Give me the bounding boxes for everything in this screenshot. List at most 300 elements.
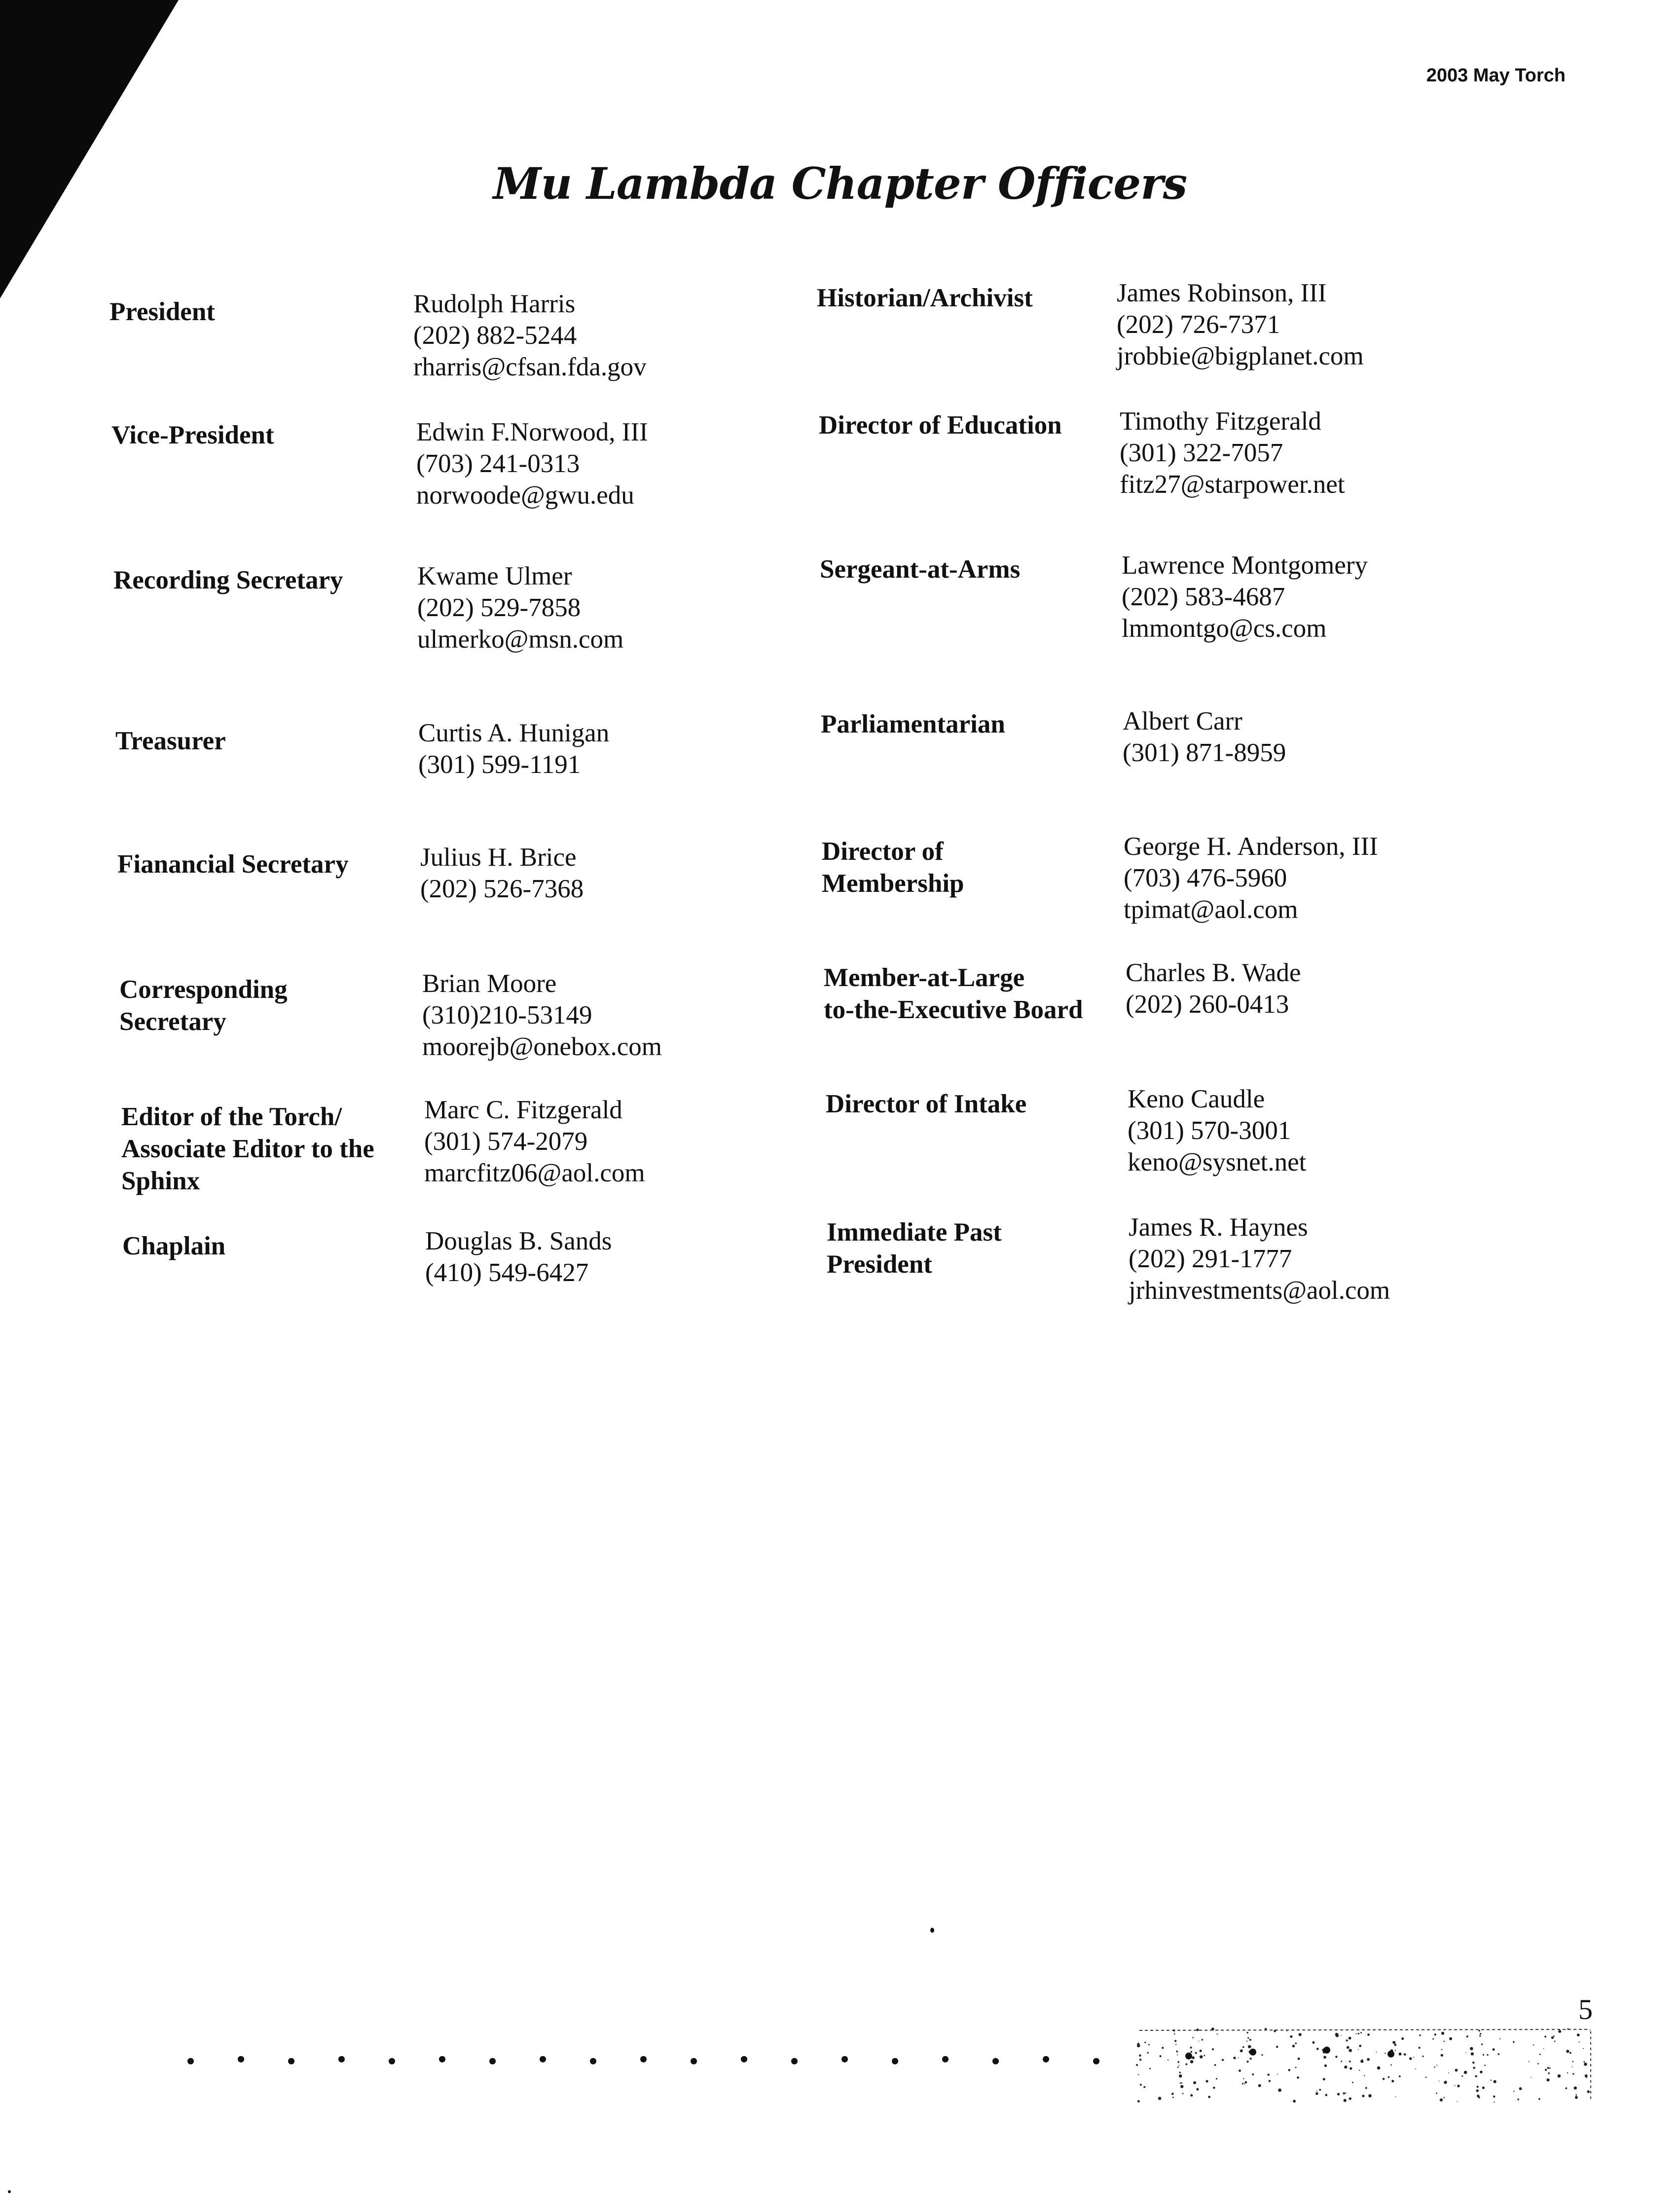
- footer-dot: [942, 2056, 949, 2062]
- speckle-dot: [1566, 2050, 1569, 2053]
- speckle-dot: [1137, 2100, 1140, 2102]
- footer-dot: [590, 2058, 596, 2064]
- officer-details: [1120, 405, 1345, 500]
- speckle-dot: [1377, 2066, 1381, 2070]
- speckle-dot: [1494, 2102, 1495, 2103]
- officer-name: Keno Caudle: [1128, 1085, 1265, 1113]
- speckle-dot: [1211, 2027, 1214, 2030]
- speckle-dot: [1185, 2063, 1187, 2065]
- speckle-dot: [1545, 2069, 1547, 2071]
- officer-email: norwoode@gwu.edu: [416, 481, 634, 510]
- speckle-dot: [1567, 2028, 1569, 2030]
- officer-details: [425, 1225, 612, 1288]
- footer-dot: [489, 2058, 496, 2064]
- speckle-dot: [1323, 2078, 1325, 2081]
- speckle-dot: [1335, 2033, 1339, 2036]
- speckle-dot: [1292, 2045, 1295, 2047]
- speckle-dot: [1494, 2080, 1497, 2083]
- speckle-dot: [1148, 2044, 1150, 2045]
- speckle-dot: [1190, 2051, 1192, 2053]
- speckle-dot: [1376, 2052, 1377, 2053]
- officer-name: Brian Moore: [422, 969, 557, 998]
- officer-role: President: [110, 297, 215, 326]
- footer-dot: [1093, 2058, 1099, 2064]
- speckle-dot: [1358, 2049, 1359, 2050]
- footer-dot: [841, 2056, 848, 2062]
- speckle-dot: [1341, 2060, 1342, 2062]
- speckle-dot: [1570, 2052, 1571, 2054]
- speckle-dot: [1172, 2097, 1174, 2098]
- officer-name: Edwin F.Norwood, III: [416, 418, 648, 446]
- officer-phone: (202) 726-7371: [1117, 310, 1280, 339]
- speckle-dot: [1242, 2046, 1244, 2048]
- speckle-dot: [1312, 2041, 1315, 2044]
- speckle-dot: [1249, 2049, 1256, 2056]
- officer-name: Albert Carr: [1123, 707, 1242, 735]
- officer-email: jrhinvestments@aol.com: [1129, 1276, 1390, 1305]
- speckle-dot: [1214, 2064, 1216, 2066]
- officer-phone: (301) 599-1191: [418, 750, 581, 779]
- speckle-dot: [1274, 2030, 1276, 2032]
- speckle-dot: [1243, 2078, 1244, 2079]
- officer-email: rharris@cfsan.fda.gov: [413, 353, 647, 381]
- officer-phone: (301) 570-3001: [1128, 1116, 1291, 1145]
- speckle-dot: [1177, 2067, 1179, 2068]
- officer-details: [420, 842, 584, 905]
- speckle-dot: [1477, 2094, 1479, 2097]
- officer-email: fitz27@starpower.net: [1120, 470, 1345, 499]
- speckle-dot: [1269, 2080, 1271, 2082]
- speckle-dot: [1401, 2037, 1404, 2040]
- speckle-dot: [1246, 2060, 1248, 2062]
- speckle-dot: [1404, 2053, 1406, 2056]
- speckle-dot: [1465, 2052, 1466, 2053]
- speckle-dot: [1477, 2086, 1479, 2088]
- speckle-dot: [1176, 2051, 1178, 2053]
- speckle-dot: [1290, 2035, 1292, 2038]
- speckle-dot: [1466, 2036, 1468, 2038]
- footer-dot: [992, 2058, 999, 2064]
- speckle-dot: [1567, 2072, 1568, 2073]
- speckle-dot: [1490, 2080, 1492, 2081]
- speckle-dot: [1213, 2087, 1215, 2089]
- stray-mark: [930, 1928, 934, 1933]
- speckle-dot: [1212, 2048, 1214, 2050]
- speckle-dot: [1457, 2085, 1460, 2087]
- speckle-dot: [1177, 2055, 1178, 2056]
- officer-role: Immediate Past President: [827, 1218, 1002, 1279]
- speckle-dot: [1480, 2071, 1483, 2074]
- speckle-dot: [1144, 2042, 1146, 2043]
- officer-phone: (202) 526-7368: [420, 875, 584, 903]
- speckle-dot: [1200, 2056, 1203, 2058]
- speckle-dot: [1390, 2064, 1392, 2066]
- speckle-dot: [1472, 2061, 1474, 2063]
- speckle-dot: [1195, 2052, 1197, 2054]
- speckle-dot: [1538, 2098, 1540, 2100]
- speckle-dot: [1250, 2057, 1252, 2059]
- speckle-dot: [1344, 2099, 1347, 2102]
- officer-phone: (703) 241-0313: [416, 449, 580, 478]
- officer-role: Parliamentarian: [821, 710, 1005, 738]
- speckle-dot: [1178, 2065, 1179, 2066]
- officer-role: Member-at-Large to-the-Executive Board: [824, 963, 1083, 1024]
- speckle-dot: [1441, 2054, 1443, 2056]
- speckle-dot: [1579, 2042, 1580, 2043]
- speckle-dot: [1544, 2036, 1546, 2038]
- speckle-dot: [1553, 2035, 1555, 2037]
- speckle-dot: [1392, 2041, 1395, 2044]
- officer-role: Vice-President: [111, 421, 274, 449]
- officer-name: James Robinson, III: [1117, 279, 1327, 307]
- footer-dot: [338, 2056, 345, 2062]
- speckle-dot: [1323, 2047, 1330, 2054]
- officer-phone: (202) 882-5244: [413, 321, 577, 350]
- speckle-dot: [1295, 2067, 1297, 2068]
- speckle-dot: [1444, 2041, 1445, 2042]
- corner-triangle-mark: [0, 0, 183, 301]
- speckle-dot: [1278, 2089, 1281, 2092]
- speckle-dot: [1196, 2028, 1199, 2031]
- officer-details: [413, 288, 647, 383]
- footer-dot: [238, 2056, 244, 2062]
- officer-role: Fianancial Secretary: [117, 850, 349, 879]
- officer-name: Marc C. Fitzgerald: [424, 1096, 622, 1124]
- stray-mark: [8, 2190, 11, 2193]
- speckle-dot: [1531, 2077, 1532, 2078]
- speckle-dot: [1168, 2059, 1169, 2060]
- speckle-dot: [1248, 2045, 1251, 2049]
- speckle-dot: [1180, 2083, 1181, 2084]
- speckle-dot: [1395, 2050, 1396, 2051]
- officer-phone: (202) 529-7858: [417, 593, 581, 622]
- speckle-dot: [1434, 2033, 1436, 2035]
- officer-role: Historian/Archivist: [817, 284, 1033, 312]
- footer-speckle-pattern: [1134, 2026, 1593, 2105]
- speckle-dot: [1480, 2033, 1482, 2035]
- speckle-dot: [1325, 2094, 1328, 2096]
- speckle-dot: [1584, 2062, 1587, 2066]
- speckle-dot: [1441, 2032, 1444, 2035]
- footer-dot: [439, 2056, 445, 2062]
- officer-email: marcfitz06@aol.com: [424, 1159, 645, 1187]
- speckle-dot: [1439, 2081, 1440, 2082]
- footer-dot: [640, 2056, 647, 2062]
- speckle-dot: [1136, 2064, 1138, 2066]
- speckle-dot: [1293, 2100, 1296, 2103]
- speckle-dot: [1180, 2085, 1183, 2088]
- speckle-dot: [1558, 2074, 1561, 2078]
- speckle-dot: [1315, 2093, 1318, 2095]
- speckle-dot: [1443, 2097, 1445, 2098]
- officer-phone: (202) 583-4687: [1122, 583, 1285, 611]
- speckle-dot: [1419, 2034, 1421, 2036]
- speckle-dot: [1590, 2029, 1591, 2030]
- speckle-dot: [1173, 2029, 1175, 2031]
- speckle-dot: [1179, 2074, 1182, 2078]
- officer-email: tpimat@aol.com: [1124, 895, 1298, 924]
- speckle-dot: [1471, 2053, 1474, 2056]
- speckle-dot: [1341, 2035, 1342, 2036]
- speckle-dot: [1583, 2048, 1584, 2049]
- speckle-dot: [1242, 2083, 1243, 2084]
- speckle-dot: [1575, 2096, 1578, 2099]
- speckle-dot: [1267, 2074, 1269, 2076]
- speckle-dot: [1319, 2089, 1321, 2091]
- speckle-dot: [1436, 2065, 1437, 2066]
- speckle-dot: [1174, 2040, 1176, 2042]
- speckle-dot: [1448, 2072, 1449, 2073]
- issue-label: 2003 May Torch: [1426, 65, 1566, 86]
- speckle-dot: [1265, 2028, 1267, 2030]
- speckle-dot: [1217, 2033, 1218, 2034]
- speckle-dot: [1295, 2043, 1297, 2044]
- footer-dot: [791, 2058, 798, 2064]
- speckle-dot: [1288, 2069, 1290, 2071]
- speckle-dot: [1175, 2044, 1176, 2045]
- speckle-dot: [1422, 2056, 1424, 2057]
- footer-dot: [892, 2058, 898, 2064]
- officer-details: [416, 416, 648, 511]
- speckle-dot: [1244, 2083, 1245, 2084]
- officer-details: [424, 1094, 645, 1189]
- speckle-dot: [1247, 2032, 1248, 2033]
- speckle-dot: [1361, 2060, 1363, 2062]
- speckle-dot: [1139, 2058, 1141, 2060]
- speckle-dot: [1344, 2065, 1347, 2068]
- speckle-dot: [1586, 2077, 1587, 2078]
- speckle-dot: [1349, 2037, 1351, 2040]
- speckle-dot: [1238, 2057, 1239, 2058]
- speckle-dot: [1367, 2033, 1370, 2036]
- speckle-dot: [1585, 2074, 1588, 2077]
- speckle-dot: [1297, 2076, 1299, 2079]
- speckle-dot: [1359, 2070, 1360, 2071]
- speckle-dot: [1361, 2059, 1363, 2061]
- officer-name: Julius H. Brice: [420, 843, 577, 872]
- speckle-dot: [1529, 2061, 1530, 2062]
- speckle-dot: [1577, 2034, 1580, 2037]
- speckle-dot: [1276, 2046, 1278, 2048]
- speckle-dot: [1137, 2044, 1140, 2048]
- footer-dot: [1043, 2056, 1049, 2062]
- footer-dot: [187, 2058, 194, 2064]
- speckle-dot: [1286, 2030, 1287, 2031]
- footer-dot-row: [187, 2056, 1110, 2068]
- officer-details: [1126, 957, 1301, 1020]
- officer-email: lmmontgo@cs.com: [1122, 614, 1327, 643]
- speckle-dot: [1493, 2048, 1495, 2051]
- speckle-dot: [1233, 2056, 1236, 2059]
- speckle-dot: [1192, 2037, 1194, 2038]
- officer-details: [418, 717, 609, 780]
- speckle-dot: [1206, 2080, 1208, 2083]
- speckle-dot: [1547, 2067, 1549, 2069]
- speckle-dot: [1543, 2048, 1544, 2049]
- officer-role: Sergeant-at-Arms: [820, 555, 1021, 584]
- speckle-dot: [1216, 2078, 1217, 2080]
- officer-role: Director of Intake: [826, 1090, 1027, 1118]
- speckle-dot: [1455, 2069, 1458, 2072]
- speckle-dot: [1441, 2049, 1442, 2050]
- speckle-border: [1139, 2029, 1588, 2030]
- officer-email: keno@sysnet.net: [1128, 1148, 1307, 1176]
- speckle-dot: [1476, 2090, 1479, 2092]
- speckle-dot: [1399, 2075, 1401, 2077]
- speckle-dot: [1487, 2054, 1488, 2056]
- officer-name: Kwame Ulmer: [417, 562, 572, 590]
- speckle-dot: [1192, 2056, 1195, 2059]
- speckle-dot: [1181, 2082, 1182, 2084]
- speckle-dot: [1246, 2041, 1247, 2042]
- speckle-dot: [1277, 2074, 1278, 2075]
- speckle-dot: [1558, 2030, 1561, 2033]
- speckle-dot: [1539, 2054, 1541, 2055]
- speckle-dot: [1349, 2060, 1351, 2062]
- speckle-dot: [1323, 2056, 1326, 2059]
- officer-phone: (410) 549-6427: [425, 1258, 589, 1287]
- page-number: 5: [1578, 1993, 1593, 2025]
- speckle-dot: [1546, 2079, 1549, 2082]
- speckle-dot: [1171, 2093, 1174, 2095]
- speckle-dot: [1368, 2094, 1372, 2097]
- officer-name: Lawrence Montgomery: [1122, 551, 1368, 580]
- speckle-dot: [1549, 2067, 1551, 2069]
- speckle-dot: [1388, 2076, 1390, 2078]
- officer-details: [1129, 1212, 1390, 1306]
- officer-role: Editor of the Torch/ Associate Editor to the Sphinx: [121, 1102, 374, 1195]
- speckle-dot: [1335, 2056, 1337, 2057]
- speckle-dot: [1419, 2047, 1421, 2049]
- speckle-dot: [1479, 2035, 1481, 2037]
- speckle-dot: [1365, 2087, 1367, 2089]
- speckle-dot: [1475, 2075, 1477, 2077]
- speckle-dot: [1413, 2057, 1414, 2058]
- speckle-dot: [1190, 2094, 1193, 2096]
- speckle-dot: [1346, 2039, 1348, 2041]
- speckle-dot: [1517, 2098, 1519, 2100]
- footer-dot: [691, 2058, 697, 2064]
- footer-dot: [288, 2058, 294, 2064]
- speckle-dot: [1479, 2030, 1480, 2031]
- speckle-dot: [1440, 2098, 1443, 2101]
- speckle-dot: [1298, 2057, 1300, 2060]
- speckle-dot: [1434, 2066, 1435, 2068]
- speckle-dot: [1367, 2058, 1370, 2061]
- speckle-dot: [1200, 2050, 1202, 2052]
- speckle-dot: [1138, 2074, 1139, 2075]
- speckle-dot: [1185, 2053, 1192, 2059]
- speckle-dot: [1208, 2096, 1210, 2098]
- speckle-dot: [1158, 2097, 1162, 2100]
- officer-role: Recording Secretary: [113, 566, 343, 594]
- officer-role: Director of Education: [819, 411, 1062, 440]
- speckle-dot: [1190, 2047, 1192, 2049]
- speckle-dot: [1202, 2039, 1203, 2040]
- speckle-dot: [1343, 2093, 1346, 2095]
- speckle-dot: [1204, 2055, 1205, 2056]
- speckle-dot: [1160, 2055, 1162, 2057]
- speckle-dot: [1179, 2072, 1181, 2073]
- speckle-dot: [1425, 2077, 1427, 2078]
- speckle-dot: [1258, 2084, 1261, 2087]
- speckle-dot: [1349, 2097, 1351, 2100]
- speckle-dot: [1470, 2047, 1473, 2051]
- footer-dot: [389, 2058, 395, 2064]
- speckle-dot: [1473, 2067, 1475, 2069]
- speckle-dot: [1461, 2075, 1463, 2077]
- speckle-dot: [1572, 2066, 1573, 2067]
- officer-details: [417, 560, 623, 655]
- speckle-dot: [1455, 2085, 1456, 2086]
- speckle-dot: [1395, 2096, 1396, 2097]
- speckle-dot: [1572, 2073, 1574, 2075]
- speckle-dot: [1436, 2093, 1437, 2094]
- officer-name: Rudolph Harris: [413, 290, 576, 318]
- officer-details: [1122, 550, 1368, 644]
- speckle-dot: [1548, 2072, 1550, 2074]
- officer-details: [1117, 277, 1364, 372]
- officer-phone: (301) 322-7057: [1120, 439, 1283, 467]
- officer-phone: (301) 871-8959: [1123, 738, 1286, 767]
- speckle-dot: [1385, 2053, 1386, 2054]
- speckle-dot: [1139, 2055, 1141, 2057]
- speckle-dot: [1359, 2045, 1361, 2047]
- speckle-dot: [1409, 2057, 1412, 2060]
- speckle-dot: [1484, 2065, 1486, 2066]
- speckle-dot: [1174, 2033, 1175, 2035]
- speckle-dot: [1575, 2094, 1577, 2096]
- speckle-dot: [1239, 2069, 1241, 2072]
- speckle-dot: [1253, 2074, 1254, 2075]
- speckle-dot: [1350, 2067, 1352, 2070]
- speckle-dot: [1143, 2087, 1144, 2088]
- speckle-dot: [1482, 2087, 1485, 2089]
- speckle-dot: [1199, 2041, 1200, 2042]
- officer-phone: (703) 476-5960: [1124, 864, 1287, 892]
- officer-phone: (301) 574-2079: [424, 1127, 588, 1156]
- officer-role: Director of Membership: [822, 837, 964, 898]
- officer-role: Corresponding Secretary: [119, 975, 288, 1036]
- officer-role: Chaplain: [122, 1232, 226, 1260]
- officer-role: Treasurer: [115, 727, 226, 755]
- speckle-dot: [1352, 2082, 1353, 2083]
- speckle-dot: [1498, 2053, 1500, 2055]
- officer-phone: (202) 260-0413: [1126, 990, 1289, 1019]
- speckle-dot: [1432, 2038, 1434, 2040]
- speckle-dot: [1149, 2068, 1151, 2069]
- speckle-dot: [1388, 2051, 1394, 2057]
- officer-details: [422, 968, 662, 1063]
- officer-name: Curtis A. Hunigan: [418, 719, 610, 747]
- speckle-dot: [1316, 2091, 1317, 2092]
- speckle-dot: [1537, 2063, 1539, 2064]
- speckle-dot: [1299, 2033, 1302, 2036]
- speckle-dot: [1394, 2044, 1397, 2046]
- speckle-dot: [1355, 2033, 1356, 2034]
- speckle-dot: [1247, 2037, 1249, 2039]
- officer-email: jrobbie@bigplanet.com: [1117, 342, 1364, 370]
- speckle-dot: [1358, 2033, 1359, 2034]
- speckle-dot: [1362, 2094, 1364, 2097]
- speckle-dot: [1222, 2059, 1224, 2061]
- speckle-dot: [1364, 2075, 1365, 2076]
- speckle-dot: [1444, 2081, 1447, 2084]
- speckle-dot: [1499, 2038, 1500, 2039]
- speckle-dot: [1533, 2044, 1534, 2045]
- officer-details: [1123, 705, 1286, 769]
- speckle-dot: [1513, 2041, 1514, 2043]
